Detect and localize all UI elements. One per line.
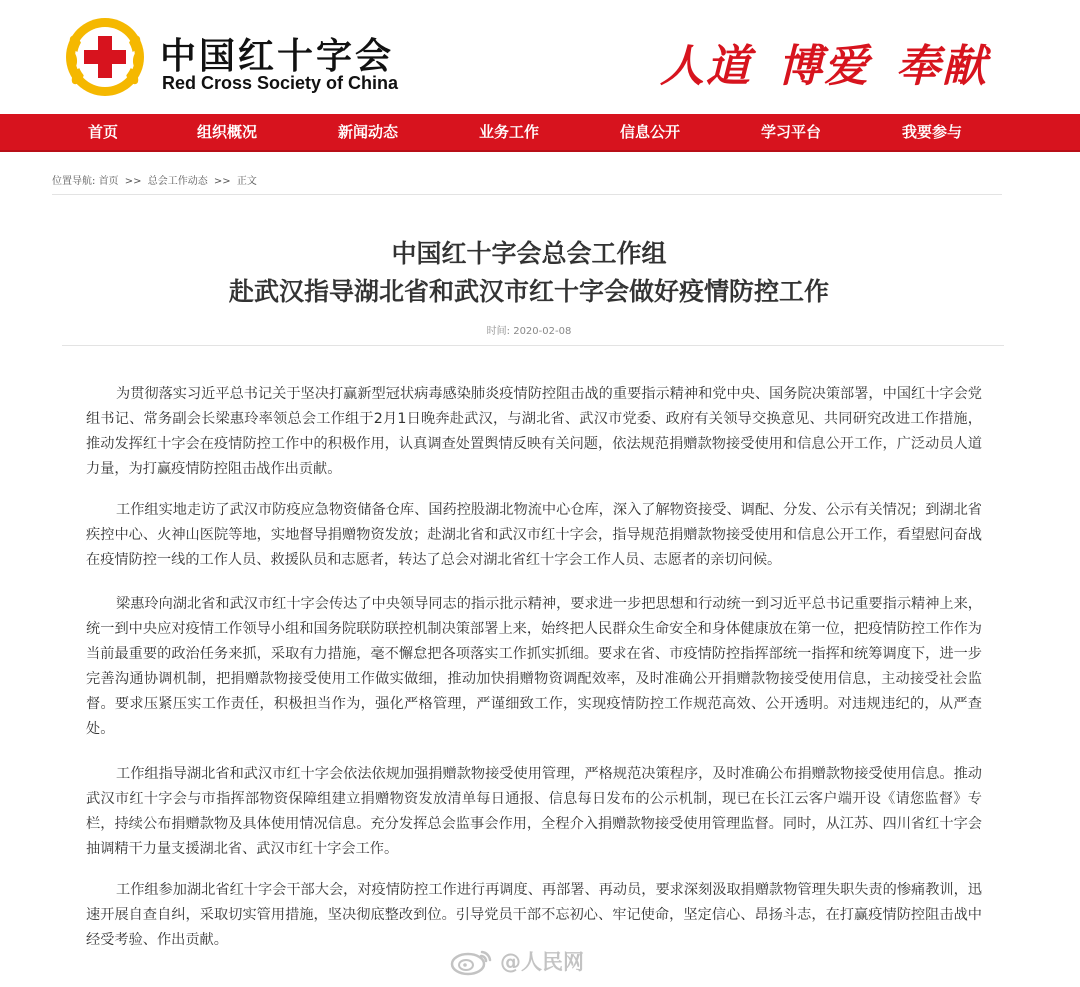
slogan-word: 人道 <box>660 41 752 92</box>
red-cross-emblem-icon <box>64 16 146 98</box>
breadcrumb-separator: >> <box>213 176 231 187</box>
slogan-word: 博爱 <box>778 41 870 92</box>
article-paragraph: 工作组指导湖北省和武汉市红十字会依法依规加强捐赠款物接受使用管理，严格规范决策程序，及时准确公布捐赠款物接受使用信息。推动武汉市红十字会与市指挥部物资保障组建立捐赠物资发放清单每日通报、信息每日发布的公示机制，现已在长江云客户端开设《请您监督》专栏，持续公布捐赠款物及具体使用情况信息。充分发挥总会监事会作用，全程介入捐赠款物接受使用管理监督。同时，从江苏、四川省红十字会抽调精干力量支援湖北省、武汉市红十字会工作。 <box>86 766 982 857</box>
breadcrumb-current: 正文 <box>236 176 257 187</box>
nav-item-disclosure[interactable]: 信息公开 <box>620 123 681 141</box>
breadcrumb-separator: >> <box>124 176 142 187</box>
weibo-icon <box>450 946 494 976</box>
divider <box>62 345 1004 346</box>
breadcrumb-section[interactable]: 总会工作动态 <box>147 176 208 187</box>
article-title-line2: 赴武汉指导湖北省和武汉市红十字会做好疫情防控工作 <box>228 277 829 306</box>
article-paragraph: 为贯彻落实习近平总书记关于坚决打赢新型冠状病毒感染肺炎疫情防控阻击战的重要指示精神和党中央、国务院决策部署，中国红十字会党组书记、常务副会长梁惠玲率领总会工作组于2月1日晚奔赴武汉，与湖北省、武汉市党委、政府有关领导交换意见、共同研究改进工作措施，推动发挥红十字会在疫情防控工作中的积极作用，认真调查处置舆情反映有关问题，依法规范捐赠款物接受使用和信息公开工作，广泛动员人道力量，为打赢疫情防控阻击战作出贡献。 <box>86 386 982 477</box>
site-logo[interactable] <box>64 16 424 100</box>
article-paragraph: 工作组参加湖北省红十字会干部大会，对疫情防控工作进行再调度、再部署、再动员，要求深刻汲取捐赠款物管理失职失责的惨痛教训，迅速开展自查自纠，采取切实管用措施，坚决彻底整改到位。引导党员干部不忘初心、牢记使命，坚定信心、昂扬斗志，在打赢疫情防控阻击战中经受考验、作出贡献。 <box>86 882 982 948</box>
slogan <box>660 30 1014 94</box>
main-nav <box>0 114 1080 152</box>
nav-item-business[interactable]: 业务工作 <box>479 123 540 141</box>
nav-item-home[interactable]: 首页 <box>88 123 119 141</box>
article-date: 时间: 2020-02-08 <box>486 326 572 337</box>
nav-item-about[interactable]: 组织概况 <box>197 123 258 141</box>
nav-item-participate[interactable]: 我要参与 <box>902 123 963 141</box>
article-paragraph: 梁惠玲向湖北省和武汉市红十字会传达了中央领导同志的指示批示精神，要求进一步把思想和行动统一到习近平总书记重要指示精神上来，统一到中央应对疫情工作领导小组和国务院联防联控机制决策部署上来，始终把人民群众生命安全和身体健康放在第一位，把疫情防控工作作为当前最重要的政治任务来抓，采取有力措施，毫不懈怠把各项落实工作抓实抓细。要求在省、市疫情防控指挥部统一指挥和统筹调度下，进一步完善沟通协调机制，把捐赠款物接受使用工作做实做细，推动加快捐赠物资调配效率，及时准确公开捐赠款物接受使用信息，主动接受社会监督。要求压紧压实工作责任，积极担当作为，强化严格管理，严谨细致工作，实现疫情防控工作规范高效、公开透明。对违规违纪的，从严查处。 <box>86 596 982 737</box>
org-name-en: Red Cross Society of China <box>162 73 399 93</box>
nav-item-news[interactable]: 新闻动态 <box>338 123 399 141</box>
breadcrumb-home[interactable]: 首页 <box>98 176 119 187</box>
nav-item-learning[interactable]: 学习平台 <box>761 123 822 141</box>
breadcrumb-label: 位置导航: <box>52 176 96 187</box>
site-header <box>0 0 1080 112</box>
slogan-word: 奉献 <box>896 41 988 92</box>
breadcrumb <box>52 172 257 187</box>
divider <box>52 194 1002 195</box>
org-name-cn: 中国红十字会 <box>160 36 395 77</box>
article-paragraph: 工作组实地走访了武汉市防疫应急物资储备仓库、国药控股湖北物流中心仓库，深入了解物资接受、调配、分发、公示有关情况；到湖北省疾控中心、火神山医院等地，实地督导捐赠物资发放；赴湖北省和武汉市红十字会，指导规范捐赠款物接受使用和信息公开工作，看望慰问奋战在疫情防控一线的工作人员、救援队员和志愿者，转达了总会对湖北省红十字会工作人员、志愿者的亲切问候。 <box>86 502 982 568</box>
article-title-line1: 中国红十字会总会工作组 <box>391 239 667 268</box>
watermark-text: @人民网 <box>500 950 584 974</box>
watermark <box>450 946 584 976</box>
